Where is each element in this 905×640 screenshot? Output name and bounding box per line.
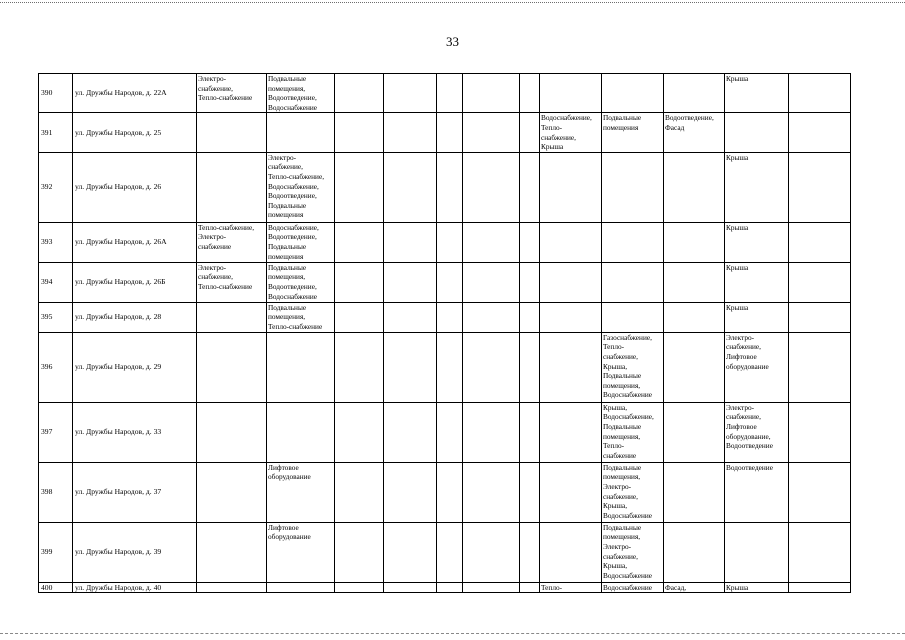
work-type-cell: [664, 152, 725, 222]
work-type-cell: Электро- снабжение, Тепло-снабжение, Водоснабжение, Водоотведение, Подвальные помещения: [267, 152, 335, 222]
work-type-cell: [520, 522, 540, 582]
work-type-cell: [789, 74, 851, 113]
work-type-cell: [437, 582, 463, 593]
work-type-cell: [520, 332, 540, 402]
work-type-cell: [463, 582, 520, 593]
work-type-cell: [384, 402, 437, 462]
row-number: 400: [39, 582, 73, 593]
work-type-cell: Водоснабжение: [602, 582, 664, 593]
work-type-cell: [437, 152, 463, 222]
work-type-cell: [437, 522, 463, 582]
work-type-cell: [335, 332, 384, 402]
work-type-cell: [540, 262, 602, 302]
work-type-cell: [520, 402, 540, 462]
work-type-cell: [664, 74, 725, 113]
work-type-cell: [463, 262, 520, 302]
work-type-cell: Подвальные помещения, Электро- снабжение, Крыша, Водоснабжение: [602, 462, 664, 522]
work-type-cell: Подвальные помещения: [602, 113, 664, 152]
work-type-cell: [520, 582, 540, 593]
work-type-cell: [335, 522, 384, 582]
work-type-cell: Крыша: [725, 74, 789, 113]
work-type-cell: Водоотведение, Фасад: [664, 113, 725, 152]
row-number: 392: [39, 152, 73, 222]
work-type-cell: Крыша: [725, 582, 789, 593]
work-type-cell: [384, 582, 437, 593]
work-type-cell: [335, 402, 384, 462]
table-row: [39, 582, 851, 593]
scan-top-edge: [0, 2, 905, 3]
work-type-cell: [463, 302, 520, 332]
table-row: [39, 113, 851, 152]
work-type-cell: Подвальные помещения, Водоотведение, Водоснабжение: [267, 74, 335, 113]
row-number: 394: [39, 262, 73, 302]
work-type-cell: [267, 332, 335, 402]
work-type-cell: [725, 522, 789, 582]
work-type-cell: [463, 332, 520, 402]
work-type-cell: [335, 152, 384, 222]
work-type-cell: Водоотведение: [725, 462, 789, 522]
work-type-cell: [520, 462, 540, 522]
work-type-cell: [197, 332, 267, 402]
work-type-cell: [520, 302, 540, 332]
row-number: 398: [39, 462, 73, 522]
work-type-cell: [789, 332, 851, 402]
table-row: [39, 522, 851, 582]
work-type-cell: [463, 462, 520, 522]
work-type-cell: [664, 462, 725, 522]
work-type-cell: Лифтовое оборудование: [267, 462, 335, 522]
work-type-cell: [463, 113, 520, 152]
address-cell: ул. Дружбы Народов, д. 22А: [73, 74, 197, 113]
row-number: 393: [39, 222, 73, 262]
work-type-cell: Крыша, Водоснабжение, Подвальные помещения, Тепло- снабжение: [602, 402, 664, 462]
work-type-cell: Электро- снабжение, Лифтовое оборудование, Водоотведение: [725, 402, 789, 462]
work-type-cell: [540, 522, 602, 582]
work-type-cell: Крыша: [725, 262, 789, 302]
work-type-cell: [540, 152, 602, 222]
work-type-cell: [664, 332, 725, 402]
work-type-cell: [520, 152, 540, 222]
work-type-cell: [520, 222, 540, 262]
work-type-cell: [540, 462, 602, 522]
work-type-cell: [463, 402, 520, 462]
work-type-cell: [664, 222, 725, 262]
work-type-cell: [664, 302, 725, 332]
work-type-cell: [335, 74, 384, 113]
work-type-cell: [384, 332, 437, 402]
row-number: 391: [39, 113, 73, 152]
work-type-cell: [384, 74, 437, 113]
work-type-cell: [520, 262, 540, 302]
table-row: [39, 262, 851, 302]
work-type-cell: [602, 302, 664, 332]
work-type-cell: [725, 113, 789, 152]
work-type-cell: [384, 262, 437, 302]
address-cell: ул. Дружбы Народов, д. 40: [73, 582, 197, 593]
row-number: 399: [39, 522, 73, 582]
work-type-cell: [789, 113, 851, 152]
work-type-cell: Электро- снабжение, Лифтовое оборудование: [725, 332, 789, 402]
table-row: [39, 152, 851, 222]
work-type-cell: [520, 113, 540, 152]
work-type-cell: [384, 302, 437, 332]
work-type-cell: [335, 113, 384, 152]
work-type-cell: [789, 222, 851, 262]
work-type-cell: [384, 222, 437, 262]
work-type-cell: [789, 522, 851, 582]
work-type-cell: Тепло-снабжение, Электро- снабжение: [197, 222, 267, 262]
housing-repair-table: [38, 73, 851, 593]
work-type-cell: [540, 332, 602, 402]
work-type-cell: [463, 522, 520, 582]
work-type-cell: [335, 462, 384, 522]
work-type-cell: [384, 113, 437, 152]
address-cell: ул. Дружбы Народов, д. 26: [73, 152, 197, 222]
work-type-cell: [789, 402, 851, 462]
work-type-cell: [463, 222, 520, 262]
table-row: [39, 302, 851, 332]
work-type-cell: [540, 222, 602, 262]
table-row: [39, 332, 851, 402]
work-type-cell: [664, 522, 725, 582]
work-type-cell: [463, 152, 520, 222]
work-type-cell: [197, 582, 267, 593]
work-type-cell: Газоснабжение, Тепло- снабжение, Крыша, Подвальные помещения, Водоснабжение: [602, 332, 664, 402]
address-cell: ул. Дружбы Народов, д. 39: [73, 522, 197, 582]
work-type-cell: [602, 222, 664, 262]
table-row: [39, 402, 851, 462]
work-type-cell: Крыша: [725, 302, 789, 332]
table-body: [39, 74, 851, 593]
work-type-cell: Водоснабжение, Тепло- снабжение, Крыша: [540, 113, 602, 152]
row-number: 397: [39, 402, 73, 462]
page-number: 33: [446, 34, 459, 49]
work-type-cell: Подвальные помещения, Электро- снабжение, Крыша, Водоснабжение: [602, 522, 664, 582]
work-type-cell: [437, 402, 463, 462]
address-cell: ул. Дружбы Народов, д. 33: [73, 402, 197, 462]
work-type-cell: [602, 152, 664, 222]
work-type-cell: [384, 462, 437, 522]
table-row: [39, 222, 851, 262]
work-type-cell: Электро- снабжение, Тепло-снабжение: [197, 262, 267, 302]
address-cell: ул. Дружбы Народов, д. 26А: [73, 222, 197, 262]
work-type-cell: [437, 462, 463, 522]
work-type-cell: [197, 462, 267, 522]
work-type-cell: [335, 582, 384, 593]
work-type-cell: [197, 113, 267, 152]
work-type-cell: [197, 302, 267, 332]
work-type-cell: [520, 74, 540, 113]
work-type-cell: [540, 302, 602, 332]
work-type-cell: Крыша: [725, 152, 789, 222]
work-type-cell: [335, 262, 384, 302]
work-type-cell: [789, 262, 851, 302]
row-number: 396: [39, 332, 73, 402]
work-type-cell: [602, 74, 664, 113]
work-type-cell: [267, 582, 335, 593]
work-type-cell: [789, 152, 851, 222]
work-type-cell: [384, 152, 437, 222]
work-type-cell: Подвальные помещения, Водоотведение, Водоснабжение: [267, 262, 335, 302]
work-type-cell: [437, 222, 463, 262]
work-type-cell: [437, 113, 463, 152]
work-type-cell: [437, 332, 463, 402]
work-type-cell: Крыша: [725, 222, 789, 262]
table-row: [39, 74, 851, 113]
work-type-cell: Электро- снабжение, Тепло-снабжение: [197, 74, 267, 113]
work-type-cell: [197, 152, 267, 222]
work-type-cell: [197, 402, 267, 462]
work-type-cell: [463, 74, 520, 113]
scan-bottom-edge: [0, 633, 905, 634]
address-cell: ул. Дружбы Народов, д. 29: [73, 332, 197, 402]
table-row: [39, 462, 851, 522]
work-type-cell: [335, 222, 384, 262]
work-type-cell: [540, 402, 602, 462]
work-type-cell: [540, 74, 602, 113]
work-type-cell: [197, 522, 267, 582]
work-type-cell: Тепло-: [540, 582, 602, 593]
row-number: 390: [39, 74, 73, 113]
work-type-cell: [437, 302, 463, 332]
work-type-cell: [664, 402, 725, 462]
work-type-cell: [267, 113, 335, 152]
work-type-cell: Водоснабжение, Водоотведение, Подвальные помещения: [267, 222, 335, 262]
work-type-cell: [664, 262, 725, 302]
work-type-cell: Фасад,: [664, 582, 725, 593]
work-type-cell: Лифтовое оборудование: [267, 522, 335, 582]
work-type-cell: [437, 262, 463, 302]
work-type-cell: [384, 522, 437, 582]
address-cell: ул. Дружбы Народов, д. 28: [73, 302, 197, 332]
work-type-cell: [789, 302, 851, 332]
work-type-cell: [789, 462, 851, 522]
work-type-cell: [335, 302, 384, 332]
work-type-cell: Подвальные помещения, Тепло-снабжение: [267, 302, 335, 332]
address-cell: ул. Дружбы Народов, д. 26Б: [73, 262, 197, 302]
work-type-cell: [437, 74, 463, 113]
work-type-cell: [602, 262, 664, 302]
address-cell: ул. Дружбы Народов, д. 37: [73, 462, 197, 522]
row-number: 395: [39, 302, 73, 332]
address-cell: ул. Дружбы Народов, д. 25: [73, 113, 197, 152]
work-type-cell: [789, 582, 851, 593]
work-type-cell: [267, 402, 335, 462]
